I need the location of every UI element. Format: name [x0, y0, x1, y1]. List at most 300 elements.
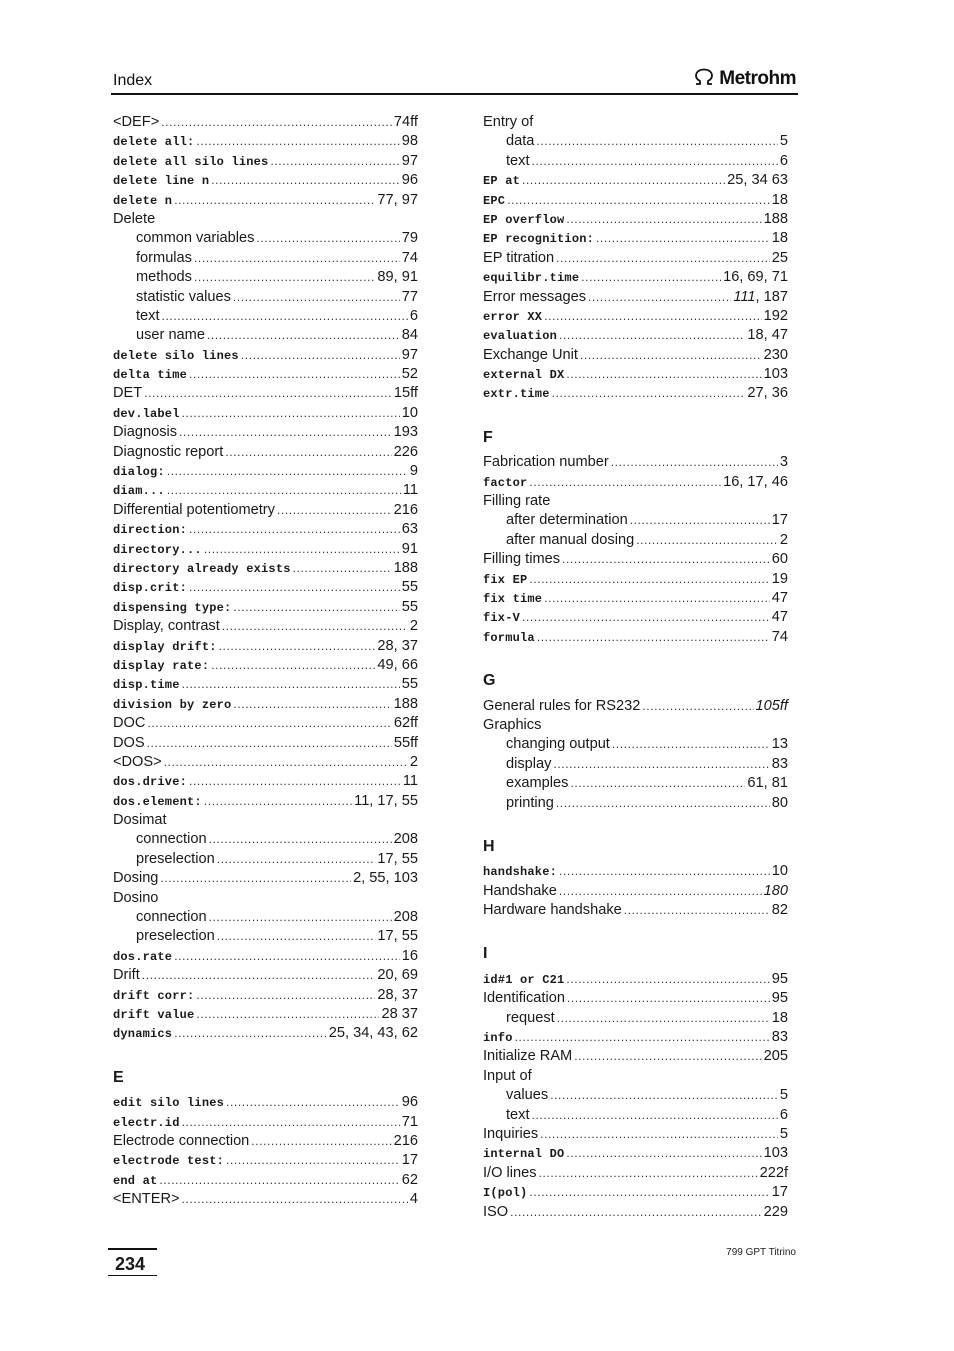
index-term: methods — [136, 269, 192, 286]
index-term: delete all silo lines — [113, 154, 269, 169]
index-pages: 71 — [401, 1113, 418, 1130]
index-entry — [113, 927, 418, 946]
index-term: Inquiries — [483, 1125, 539, 1142]
index-entry — [113, 675, 418, 694]
index-pages: 80 — [771, 794, 788, 811]
index-term: Initialize RAM — [483, 1048, 573, 1065]
dot-leader — [241, 346, 400, 365]
omega-logo-icon — [693, 68, 715, 91]
index-entry — [483, 113, 788, 132]
dot-leader — [537, 628, 770, 647]
index-pages: 193 — [393, 424, 418, 441]
dot-leader — [588, 288, 731, 307]
dot-leader — [277, 501, 392, 520]
index-pages: 18 — [771, 1009, 788, 1026]
dot-leader — [522, 608, 770, 627]
dot-leader — [189, 520, 400, 539]
index-term: ISO — [483, 1203, 509, 1220]
index-pages: 229 — [763, 1203, 788, 1220]
dot-leader — [226, 1093, 400, 1112]
index-term: display rate: — [113, 658, 210, 673]
index-entry — [483, 288, 788, 307]
index-term: dos.drive: — [113, 775, 188, 790]
index-entry — [483, 1067, 788, 1086]
dot-leader — [293, 559, 392, 578]
index-pages: 83 — [771, 1029, 788, 1046]
index-term: Dosing — [113, 870, 159, 887]
index-pages-rest: , 187 — [755, 288, 788, 305]
index-entry — [483, 229, 788, 248]
index-term: Diagnosis — [113, 424, 178, 441]
index-entry — [113, 966, 418, 985]
index-entry — [113, 346, 418, 365]
index-entry — [113, 598, 418, 617]
dot-leader — [529, 473, 721, 492]
index-entry — [113, 1132, 418, 1151]
dot-leader — [532, 152, 778, 171]
index-term: <DEF> — [113, 114, 160, 130]
index-pages: 10 — [401, 404, 418, 421]
dot-leader — [174, 1024, 327, 1043]
index-entry — [483, 1047, 788, 1066]
dot-leader — [540, 1125, 778, 1144]
dot-leader — [574, 1047, 761, 1066]
index-entry — [113, 443, 418, 462]
dot-leader — [559, 326, 745, 345]
dot-leader — [182, 675, 400, 694]
dot-leader — [219, 637, 376, 656]
index-term: id#1 or C21 — [483, 972, 565, 987]
index-term: Graphics — [483, 716, 542, 733]
index-entry — [483, 862, 788, 881]
dot-leader — [557, 1009, 770, 1028]
index-entry — [483, 326, 788, 345]
index-entry — [113, 850, 418, 869]
dot-leader — [164, 753, 408, 772]
index-term: drift corr: — [113, 988, 195, 1003]
dot-leader — [196, 132, 399, 151]
index-pages: 25, 34 63 — [727, 172, 788, 189]
index-pages: 62ff — [393, 715, 418, 732]
index-pages: 13 — [771, 736, 788, 753]
index-pages: 19 — [771, 570, 788, 587]
index-term: values — [506, 1087, 549, 1104]
dot-leader — [233, 695, 391, 714]
index-entry — [483, 901, 788, 920]
section-letter: I — [483, 945, 488, 963]
index-entry — [483, 492, 788, 511]
index-pages: 226 — [393, 443, 418, 460]
index-entry — [113, 986, 418, 1005]
index-pages: 89, 91 — [377, 269, 418, 286]
dot-leader — [544, 589, 770, 608]
dot-leader — [194, 249, 400, 268]
dot-leader — [159, 1171, 399, 1190]
index-entry — [113, 889, 418, 908]
index-term: delta time — [113, 368, 188, 383]
dot-leader — [544, 307, 761, 326]
index-pages: 55 — [401, 676, 418, 693]
index-entry — [483, 755, 788, 774]
dot-leader — [182, 1190, 408, 1209]
dot-leader — [217, 850, 376, 869]
index-term: printing — [506, 794, 554, 811]
index-entry — [483, 970, 788, 989]
index-term: text — [506, 1106, 530, 1123]
index-term: preselection — [136, 928, 215, 945]
index-entry — [113, 191, 418, 210]
dot-leader — [147, 734, 392, 753]
index-pages: 74ff — [393, 114, 418, 130]
index-entry — [483, 346, 788, 365]
dot-leader — [580, 346, 762, 365]
index-term: edit silo lines — [113, 1096, 225, 1111]
index-entry — [483, 1009, 788, 1028]
index-term: <DOS> — [113, 753, 162, 770]
index-term: dispensing type: — [113, 600, 232, 615]
logo-text: Metrohm — [719, 68, 796, 89]
index-entry — [483, 365, 788, 384]
index-entry — [483, 1183, 788, 1202]
index-entry — [113, 1024, 418, 1043]
index-term: delete silo lines — [113, 348, 239, 363]
dot-leader — [550, 1086, 778, 1105]
index-entry — [483, 171, 788, 190]
dot-leader — [624, 901, 770, 920]
index-pages: 77, 97 — [377, 191, 418, 208]
index-entry — [113, 288, 418, 307]
index-entry — [113, 1093, 418, 1112]
index-entry — [113, 171, 418, 190]
index-pages: 60 — [771, 551, 788, 568]
index-term: Hardware handshake — [483, 902, 622, 919]
dot-leader — [510, 1203, 762, 1222]
index-term: I(pol) — [483, 1186, 528, 1201]
index-entry — [113, 772, 418, 791]
index-term: Filling times — [483, 551, 561, 568]
index-pages: 188 — [393, 695, 418, 712]
index-term: directory already exists — [113, 561, 291, 576]
index-term: handshake: — [483, 865, 558, 880]
index-pages: 18, 47 — [747, 327, 788, 344]
dot-leader — [566, 970, 769, 989]
dot-leader — [217, 927, 376, 946]
index-entry — [113, 462, 418, 481]
index-pages: 63 — [401, 521, 418, 538]
index-pages: 16 — [401, 947, 418, 964]
index-pages: 103 — [763, 1145, 788, 1162]
index-entry — [113, 268, 418, 287]
index-pages: 103 — [763, 366, 788, 383]
dot-leader — [256, 229, 399, 248]
dot-leader — [167, 481, 401, 500]
index-term: end at — [113, 1173, 158, 1188]
index-pages: 55 — [401, 579, 418, 596]
document-name: 799 GPT Titrino — [726, 1247, 796, 1258]
index-pages: 188 — [393, 559, 418, 576]
index-entry — [113, 947, 418, 966]
page-number: 234 — [108, 1248, 157, 1276]
dot-leader — [556, 249, 770, 268]
index-entry — [113, 113, 418, 132]
index-term: disp.crit: — [113, 581, 188, 596]
index-term: DET — [113, 385, 143, 402]
page-header-title: Index — [113, 72, 153, 89]
index-entry — [483, 550, 788, 569]
index-term: evaluation — [483, 329, 558, 344]
index-term: Identification — [483, 990, 565, 1007]
index-pages: 84 — [401, 327, 418, 344]
index-term: after manual dosing — [506, 531, 635, 548]
index-pages: 6 — [409, 307, 418, 324]
index-pages: 20, 69 — [377, 967, 418, 984]
index-entry — [113, 656, 418, 675]
index-pages: 5 — [779, 133, 788, 150]
index-pages: 96 — [401, 1094, 418, 1111]
index-term: Exchange Unit — [483, 346, 578, 363]
dot-leader — [161, 113, 392, 132]
dot-leader — [207, 326, 400, 345]
dot-leader — [194, 268, 375, 287]
index-pages: 97 — [401, 152, 418, 169]
index-entry — [113, 1113, 418, 1132]
index-term: EP titration — [483, 249, 555, 266]
dot-leader — [522, 171, 725, 190]
dot-leader — [204, 540, 400, 559]
index-term: Electrode connection — [113, 1132, 250, 1149]
index-entry — [113, 792, 418, 811]
index-term: Handshake — [483, 882, 557, 899]
index-entry — [483, 628, 788, 647]
dot-leader — [174, 191, 375, 210]
dot-leader — [189, 365, 400, 384]
index-term: dos.element: — [113, 794, 202, 809]
index-pages: 208 — [393, 831, 418, 848]
dot-leader — [567, 989, 770, 1008]
index-pages: 83 — [771, 755, 788, 772]
index-entry — [113, 540, 418, 559]
index-entry — [113, 695, 418, 714]
index-term: data — [506, 133, 535, 150]
index-entry — [113, 1151, 418, 1170]
index-entry — [483, 152, 788, 171]
index-entry — [113, 229, 418, 248]
index-pages: 25, 34, 43, 62 — [328, 1025, 418, 1042]
dot-leader — [566, 1144, 761, 1163]
index-pages: 5 — [779, 1125, 788, 1142]
dot-leader — [529, 570, 769, 589]
dot-leader — [630, 511, 770, 530]
index-pages: 82 — [771, 902, 788, 919]
index-term: dynamics — [113, 1027, 173, 1042]
index-entry — [113, 559, 418, 578]
index-pages: 192 — [763, 307, 788, 324]
index-entry — [113, 384, 418, 403]
index-pages: 222f — [759, 1164, 788, 1181]
index-pages: 98 — [401, 133, 418, 150]
index-entry — [113, 734, 418, 753]
dot-leader — [144, 384, 392, 403]
index-entry — [113, 578, 418, 597]
index-pages: 4 — [409, 1191, 418, 1208]
dot-leader — [160, 869, 351, 888]
index-entry — [483, 882, 788, 901]
dot-leader — [559, 862, 770, 881]
index-term: DOC — [113, 715, 146, 732]
index-entry — [113, 481, 418, 500]
dot-leader — [515, 1028, 770, 1047]
section-letter: F — [483, 428, 493, 446]
dot-leader — [233, 598, 399, 617]
index-pages: 2 — [779, 531, 788, 548]
dot-leader — [559, 882, 762, 901]
index-term: text — [136, 307, 160, 324]
index-pages: 97 — [401, 346, 418, 363]
index-term: fix EP — [483, 572, 528, 587]
index-entry — [483, 989, 788, 1008]
index-term: Dosino — [113, 889, 159, 906]
index-pages: 61, 81 — [747, 775, 788, 792]
index-pages: 6 — [779, 152, 788, 169]
index-pages: 27, 36 — [747, 385, 788, 402]
index-entry — [483, 453, 788, 472]
index-entry — [483, 531, 788, 550]
index-pages: 74 — [771, 628, 788, 645]
index-term: after determination — [506, 512, 628, 529]
index-term: EP at — [483, 174, 521, 189]
dot-leader — [636, 531, 778, 550]
index-term: info — [483, 1031, 513, 1046]
index-entry — [113, 520, 418, 539]
index-pages: 17, 55 — [377, 850, 418, 867]
dot-leader — [211, 656, 375, 675]
index-entry — [113, 210, 418, 229]
index-pages — [733, 288, 788, 307]
index-entry — [483, 716, 788, 735]
index-term: drift value — [113, 1007, 195, 1022]
index-pages: 62 — [401, 1171, 418, 1188]
index-term: <ENTER> — [113, 1191, 180, 1208]
dot-leader — [562, 550, 770, 569]
index-pages: 11, 17, 55 — [354, 792, 418, 809]
index-pages: 2 — [409, 753, 418, 770]
index-term: display — [506, 755, 552, 772]
index-pages: 16, 17, 46 — [723, 473, 788, 490]
index-term: fix time — [483, 591, 543, 606]
index-term: Diagnostic report — [113, 443, 224, 460]
index-term: disp.time — [113, 678, 180, 693]
index-term: electr.id — [113, 1115, 180, 1130]
index-entry — [113, 637, 418, 656]
index-pages: 11 — [402, 482, 418, 499]
index-term: equilibr.time — [483, 271, 580, 286]
index-pages: 79 — [401, 230, 418, 247]
index-entry — [113, 830, 418, 849]
index-entry — [483, 774, 788, 793]
index-term: common variables — [136, 230, 255, 247]
index-pages: 55 — [401, 598, 418, 615]
dot-leader — [611, 453, 778, 472]
dot-leader — [507, 191, 770, 210]
index-term: electrode test: — [113, 1154, 225, 1169]
index-pages: 77 — [401, 288, 418, 305]
index-entry — [483, 1164, 788, 1183]
dot-leader — [552, 384, 746, 403]
dot-leader — [532, 1106, 778, 1125]
index-entry — [483, 191, 788, 210]
index-entry — [113, 365, 418, 384]
index-term: extr.time — [483, 387, 550, 402]
index-term: directory... — [113, 542, 202, 557]
index-pages: 216 — [393, 1132, 418, 1149]
index-pages: 55ff — [393, 734, 418, 751]
dot-leader — [147, 714, 391, 733]
index-term: formula — [483, 630, 535, 645]
index-term: EP recognition: — [483, 232, 595, 247]
index-entry — [113, 501, 418, 520]
dot-leader — [233, 288, 400, 307]
index-entry — [483, 210, 788, 229]
index-term: EPC — [483, 193, 506, 208]
index-entry — [113, 1190, 418, 1209]
dot-leader — [251, 1132, 391, 1151]
index-term: external DX — [483, 368, 565, 383]
dot-leader — [226, 1151, 400, 1170]
index-pages: 28, 37 — [377, 986, 418, 1003]
index-term: delete all: — [113, 135, 195, 150]
dot-leader — [642, 697, 753, 716]
index-column-right — [483, 113, 788, 1222]
index-pages: 17, 55 — [377, 928, 418, 945]
dot-leader — [566, 365, 761, 384]
index-pages: 2 — [409, 618, 418, 635]
index-term: request — [506, 1009, 555, 1026]
dot-leader — [209, 908, 392, 927]
dot-leader — [189, 578, 400, 597]
index-term: fix-V — [483, 611, 521, 626]
index-pages: 205 — [763, 1048, 788, 1065]
index-entry — [113, 152, 418, 171]
index-pages: 95 — [771, 990, 788, 1007]
index-pages: 230 — [763, 346, 788, 363]
index-pages: 17 — [401, 1152, 418, 1169]
dot-leader — [167, 462, 408, 481]
index-term: text — [506, 152, 530, 169]
index-pages: 208 — [393, 909, 418, 926]
dot-leader — [196, 986, 375, 1005]
index-entry — [483, 1144, 788, 1163]
index-pages: 9 — [409, 463, 418, 480]
dot-leader — [566, 210, 761, 229]
index-pages: 16, 69, 71 — [723, 269, 788, 286]
index-entry — [113, 811, 418, 830]
index-entry — [483, 1028, 788, 1047]
index-entry — [113, 714, 418, 733]
index-pages: 95 — [771, 970, 788, 987]
index-term: delete n — [113, 193, 173, 208]
index-term: Delete — [113, 210, 156, 227]
dot-leader — [211, 171, 400, 190]
index-term: General rules for RS232 — [483, 697, 641, 714]
index-entry — [483, 608, 788, 627]
index-term: Display, contrast — [113, 618, 220, 635]
index-entry — [483, 1106, 788, 1125]
dot-leader — [556, 794, 770, 813]
index-pages: 28 37 — [381, 1005, 418, 1022]
index-entry — [113, 908, 418, 927]
index-pages: 5 — [779, 1087, 788, 1104]
dot-leader — [596, 229, 770, 248]
